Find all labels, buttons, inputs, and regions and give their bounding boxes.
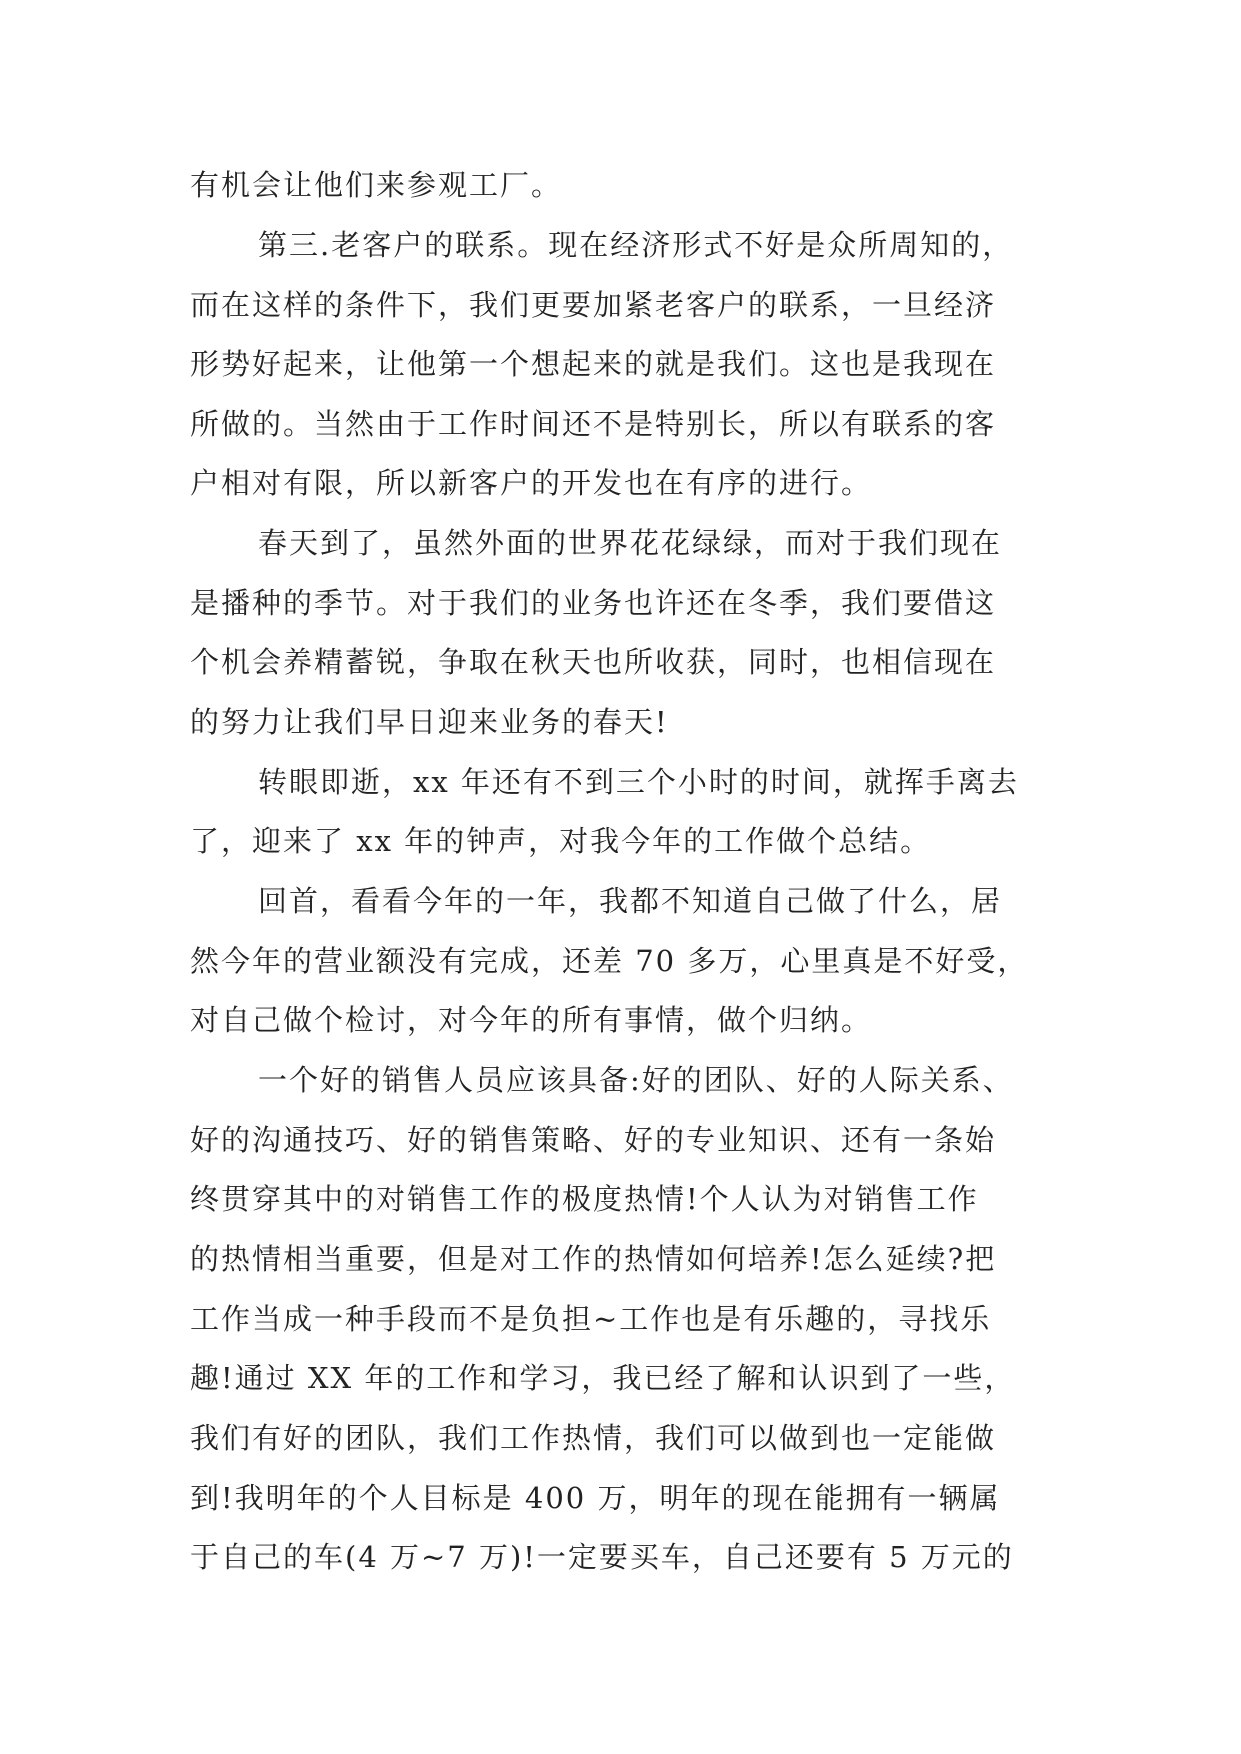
text-line: 好的沟通技巧、好的销售策略、好的专业知识、还有一条始 [190, 1123, 997, 1157]
text-line: 户相对有限，所以新客户的开发也在有序的进行。 [190, 466, 873, 500]
text-line: 到!我明年的个人目标是 400 万，明年的现在能拥有一辆属 [190, 1481, 1001, 1515]
paragraph-start-line: 转眼即逝，xx 年还有不到三个小时的时间，就挥手离去 [258, 765, 1019, 799]
text-line: 而在这样的条件下，我们更要加紧老客户的联系，一旦经济 [190, 288, 997, 322]
text-line: 所做的。当然由于工作时间还不是特别长，所以有联系的客 [190, 407, 997, 441]
paragraph-start-line: 一个好的销售人员应该具备:好的团队、好的人际关系、 [258, 1063, 1014, 1097]
text-line: 了，迎来了 xx 年的钟声，对我今年的工作做个总结。 [190, 824, 932, 858]
text-line: 形势好起来，让他第一个想起来的就是我们。这也是我现在 [190, 347, 997, 381]
paragraph-start-line: 春天到了，虽然外面的世界花花绿绿，而对于我们现在 [258, 526, 1003, 560]
text-line: 是播种的季节。对于我们的业务也许还在冬季，我们要借这 [190, 586, 997, 620]
text-line: 于自己的车(4 万~7 万)!一定要买车，自己还要有 5 万元的 [190, 1540, 1014, 1574]
text-line: 个机会养精蓄锐，争取在秋天也所收获，同时，也相信现在 [190, 645, 997, 679]
paragraph-start-line: 第三.老客户的联系。现在经济形式不好是众所周知的， [258, 228, 1014, 262]
text-line: 有机会让他们来参观工厂。 [190, 168, 563, 202]
text-line: 工作当成一种手段而不是负担~工作也是有乐趣的，寻找乐 [190, 1302, 992, 1336]
text-line: 我们有好的团队，我们工作热情，我们可以做到也一定能做 [190, 1421, 997, 1455]
text-line: 对自己做个检讨，对今年的所有事情，做个归纳。 [190, 1003, 873, 1037]
text-line: 趣!通过 XX 年的工作和学习，我已经了解和认识到了一些， [190, 1361, 1016, 1395]
paragraph-start-line: 回首，看看今年的一年，我都不知道自己做了什么，居 [258, 884, 1003, 918]
text-line: 的努力让我们早日迎来业务的春天! [190, 705, 669, 739]
text-line: 终贯穿其中的对销售工作的极度热情!个人认为对销售工作 [190, 1182, 979, 1216]
text-line: 的热情相当重要，但是对工作的热情如何培养!怎么延续?把 [190, 1242, 997, 1276]
text-line: 然今年的营业额没有完成，还差 70 多万，心里真是不好受， [190, 944, 1029, 978]
